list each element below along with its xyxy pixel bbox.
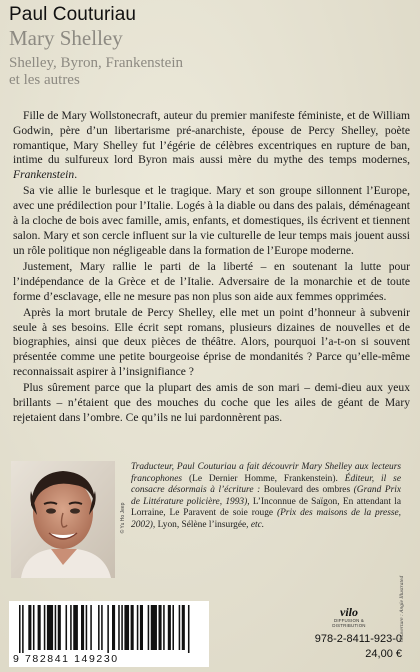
blurb-text	[13, 109, 410, 427]
barcode-bar	[19, 605, 21, 653]
barcode-bar	[112, 605, 115, 650]
barcode-bar	[47, 605, 53, 650]
barcode-bar	[44, 605, 46, 650]
author-name: Paul Couturiau	[9, 4, 137, 25]
barcode-bar	[22, 605, 24, 653]
barcode-bar	[182, 605, 185, 650]
barcode-bar	[98, 605, 100, 650]
publisher-tagline: DIFFUSION & DISTRIBUTION	[332, 618, 366, 628]
blurb-paragraph-3: Justement, Mary rallie le parti de la liberté – en soutenant la lutte pour l’indépendance de la Grèce et de l’Italie. Adversaire de la monarchie et de toute forme d’esclavage, elle ne mesure pas non plus son aide aux femmes opprimées.	[13, 259, 410, 303]
author-bio: Traducteur, Paul Couturiau a fait découvrir Mary Shelley aux lecteurs francophones (Le Dernier Homme, Frankenstein). Éditeur, il se consacre désormais à l’écriture : Boulevard des ombres (Grand Prix de Littérature policière, 1993), L’Inconnue de Saïgon, En attendant la Lorraine, Le Paravent de soie rouge (Prix des maisons de la presse, 2002), Lyon, Sélène l’insurgée, etc.	[131, 462, 401, 530]
publisher-name: vilo	[340, 605, 358, 619]
price: 24,00 €	[365, 648, 402, 660]
blurb-paragraph-5: Plus sûrement parce que la plupart des amis de son mari – demi-dieu aux yeux brillants – n’étaient que des mouches du coche que les ailes de géant de Mary rejetaient dans l’ombre. Ce qu’ils ne lui pardonnèrent pas.	[13, 381, 410, 424]
author-photo	[11, 461, 115, 578]
barcode-bar	[163, 605, 165, 650]
blurb-paragraph-4: Après la mort brutale de Percy Shelley, elle met un point d’honneur à subvenir seule à ses besoins. Elle écrit sept romans, plusieurs dizaines de nouvelles et de biographies, ainsi que deux pièces de théâtre. Alors, pourquoi l’a-t-on si souvent présentée comme une petite bourgeoise éprise de mondanités ? Parce qu’elle-même reconnaissait aspirer à l’insignifiance ?	[13, 305, 410, 379]
cover-credit: Couverture : Angie Illustrated	[399, 575, 405, 643]
barcode-bar	[107, 605, 109, 653]
barcode-bar	[159, 605, 162, 650]
barcode-bar	[118, 605, 120, 650]
subtitle-line-2: et les autres	[9, 72, 80, 88]
barcode-bar	[151, 605, 157, 650]
barcode-bar	[38, 605, 41, 650]
barcode-bar	[73, 605, 78, 650]
barcode-bar	[55, 605, 57, 650]
blurb-paragraph-2: Sa vie allie le burlesque et le tragique. Mary et son groupe sillonnent l’Europe, avec une prédilection pour l’Italie. Logés à la diable ou dans des palais, déménageant à la cloche de bois avec famille, amis, enfants, et domestiques, ils écrivent et tiennent salon. Mary et son cercle influent sur la vie culturelle de leur temps mais jouent aussi un rôle politique non négligeable dans la formation de l’Europe moderne.	[13, 184, 410, 257]
photo-credit: © Yu Ho Jeep	[120, 502, 126, 534]
barcode-bars	[17, 605, 201, 653]
author-portrait-illustration	[11, 461, 115, 578]
barcode-bar	[124, 605, 129, 650]
blurb-paragraph-1: Fille de Mary Wollstonecraft, auteur du premier manifeste féministe, et de William Godwin, père d’un libertarisme pré-anarchiste, épouse de Percy Shelley, poète romantique, Mary Shelley fut l’égérie de célèbres excentriques en rupture de ban, intime du sulfureux lord Byron mais aussi mère du mythe des temps modernes, Frankenstein.	[13, 109, 410, 182]
barcode-bar	[168, 605, 171, 650]
barcode-bar	[86, 605, 88, 650]
barcode-bar	[90, 605, 92, 650]
barcode-bar	[70, 605, 72, 650]
publisher-logo	[319, 606, 379, 628]
barcode-bar	[121, 605, 123, 650]
book-title: Mary Shelley	[9, 26, 123, 50]
barcode-digits: 9 782841 149230	[13, 653, 119, 665]
barcode-bar	[137, 605, 139, 650]
barcode	[9, 601, 209, 667]
barcode-bar	[131, 605, 134, 650]
isbn: 978-2-8411-923-0	[314, 633, 402, 645]
barcode-bar	[179, 605, 181, 650]
subtitle-line-1: Shelley, Byron, Frankenstein	[9, 55, 184, 71]
barcode-bar	[101, 605, 103, 650]
barcode-bar	[58, 605, 61, 650]
book-subtitle	[9, 55, 269, 89]
blurb-italic-frankenstein: Frankenstein	[13, 168, 75, 182]
barcode-bar	[28, 605, 31, 650]
barcode-bar	[66, 605, 68, 650]
barcode-bar	[33, 605, 35, 650]
barcode-bar	[81, 605, 84, 650]
barcode-bar	[172, 605, 174, 650]
barcode-bar	[148, 605, 150, 650]
barcode-bar	[188, 605, 190, 653]
barcode-bar	[140, 605, 143, 650]
